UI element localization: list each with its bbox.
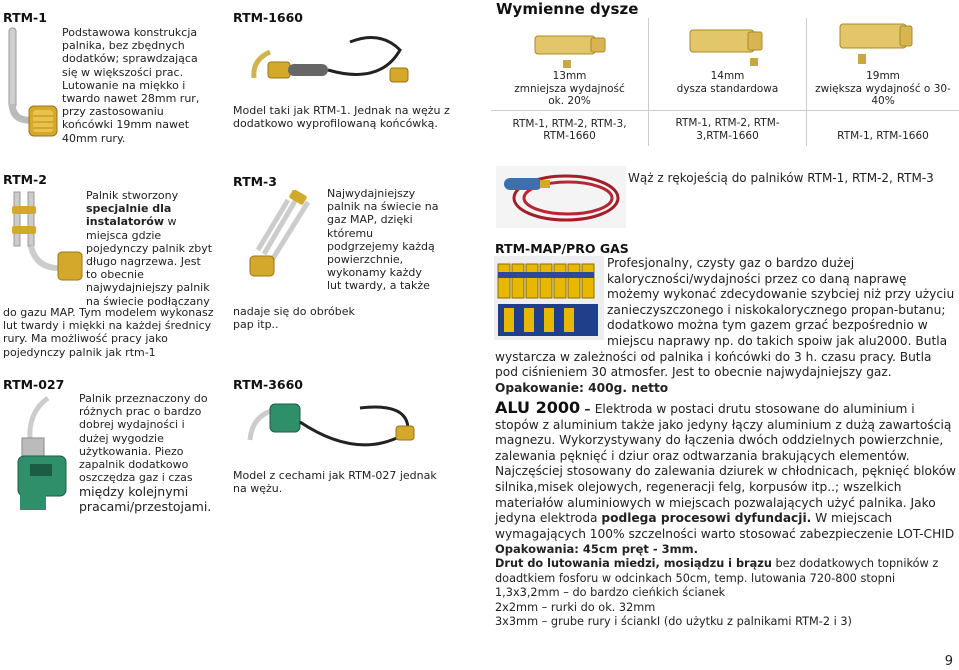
rtm1-title: RTM-1 (3, 10, 47, 25)
rtm2-desc-c: w miejsca gdzie pojedynczy palnik zbyt długo nagrzewa. Jest to obecnie najwydajniejszy palnik na świecie podłączany (86, 215, 213, 308)
alu2000-desc-bold: podlega procesowi dyfundacji. (601, 511, 812, 526)
rtm027-torch-image (8, 392, 78, 512)
alu2000-title: ALU 2000 (495, 398, 581, 417)
rtm1-description: Podstawowa konstrukcja palnika, bez zbędnych dodatków; sprawdzająca się w większości prac. Lutowanie na miękko i twardo nawet 28mm rur, przy zastosowaniu końcówki 19mm nawet 40mm rury. (62, 26, 200, 145)
rtm2-description-top (86, 189, 214, 308)
nozzle-14mm-image (688, 24, 768, 70)
nozzle-13mm-models: RTM-1, RTM-2, RTM-3, RTM-1660 (512, 117, 627, 142)
rtm027-description: Palnik przeznaczony do różnych prac o bardzo dobrej wydajności i dużej wygodzie użytkowania. Piezo zapalnik dodatkowo oszczędza gaz i czas (79, 392, 208, 485)
nozzle-13mm-image (533, 28, 613, 70)
nozzle-19mm-image (838, 20, 918, 68)
nozzle-14mm-models: RTM-1, RTM-2, RTM-3,RTM-1660 (675, 117, 780, 142)
solder-block (495, 557, 950, 630)
hose-description: Wąż z rękojeścią do palników RTM-1, RTM-2, RTM-3 (628, 171, 934, 185)
rtm027-description-wrap (79, 392, 211, 514)
nozzle-14mm-cell (649, 70, 806, 142)
rtm2-description-bottom: do gazu MAP. Tym modelem wykonasz lut twardy i miękki na każdej średnicy rury. Ma możliwość pracy jako pojedynczy palnik jak rtm-1 (3, 306, 214, 359)
solder-title: Drut do lutowania miedzi, mosiądzu i brązu (495, 557, 772, 570)
rtm2-desc-a: Palnik stworzony (86, 189, 179, 202)
map-gas-packaging: Opakowanie: 400g. netto (495, 380, 669, 395)
map-gas-float-spacer (495, 256, 607, 342)
nozzle-19mm-cell (807, 70, 959, 142)
map-gas-description-wrap (495, 256, 957, 396)
nozzle-13mm-size: 13mm (552, 70, 587, 82)
rtm2-title: RTM-2 (3, 172, 47, 187)
nozzle-19mm-models: RTM-1, RTM-1660 (837, 129, 929, 142)
nozzle-14mm-size: 14mm (710, 70, 745, 82)
solder-line-3: 3x3mm – grube rury i ściankI (do użytku z palnikami RTM-2 i 3) (495, 615, 852, 628)
rtm027-description-large: między kolejnymi pracami/przestojami. (79, 484, 212, 515)
nozzle-14mm-note: dysza standardowa (676, 82, 779, 95)
rtm2-desc-b: specjalnie dla instalatorów (86, 202, 172, 229)
nozzles-title: Wymienne dysze (496, 0, 639, 18)
alu2000-desc-a: Elektroda w postaci drutu stosowane do aluminium i stopów z aluminium także jako jedyny łączy aluminium z dużą zawartością magnezu. Wykorzystywany do łączenia dwóch oddzielnych powierzchnie, zalewania pęknięć i dziur oraz odtwarzania brakujących elementów. Najczęściej stosowany do zalewania dziurek w chłodnicach, pęknięć bloków silnika,misek olejowych, regeneracji felg, korpusów itp..; wszelkich materiałów aluminiowych w miejscach pozwalających użyć palnika. Jako jedyna elektroda (495, 402, 956, 526)
nozzle-13mm-cell (491, 70, 648, 143)
alu2000-dash: – (580, 402, 595, 416)
rtm1660-title: RTM-1660 (233, 10, 304, 25)
alu2000-packaging: Opakowania: 45cm pręt - 3mm. (495, 542, 699, 557)
solder-line-2: 2x2mm – rurki do ok. 32mm (495, 600, 656, 614)
map-gas-title: RTM-MAP/PRO GAS (495, 241, 629, 256)
rtm3660-description: Model z cechami jak RTM-027 jednak na wężu. (233, 469, 437, 496)
rtm3660-title: RTM-3660 (233, 377, 304, 392)
nozzle-19mm-note: zwiększa wydajność o 30-40% (815, 82, 951, 107)
rtm3660-torch-image (240, 392, 430, 466)
nozzle-19mm-size: 19mm (866, 70, 900, 82)
hose-image (496, 166, 626, 228)
solder-line-1: 1,3x3,2mm – do bardzo cieńkich ścianek (495, 586, 726, 599)
rtm2-torch-image (6, 186, 86, 286)
rtm3-torch-image (238, 190, 318, 282)
rtm1660-description: Model taki jak RTM-1. Jednak na wężu z dodatkowo wyprofilowaną końcówką. (233, 104, 450, 131)
rtm3-description-bottom: nadaje się do obróbek pap itp.. (233, 305, 355, 332)
alu2000-block (495, 400, 957, 558)
rtm027-title: RTM-027 (3, 377, 65, 392)
nozzle-13mm-note: zmniejsza wydajność ok. 20% (514, 82, 625, 107)
rtm3-description-top: Najwydajniejszy palnik na świecie na gaz MAP, dzięki któremu podgrzejemy każdą powierzchnie, wykonamy każdy lut twardy, a także (327, 187, 439, 293)
page-number: 9 (944, 654, 953, 669)
map-gas-description: Profesjonalny, czysty gaz o bardzo dużej kaloryczności/wydajności przez co daną naprawę możemy wykonać zdecydowanie szybciej niż przy użyciu zanieczyszczonego i niskokalorycznego propan-butanu; dodatkowo można tym gazem grzać bezpośrednio w miejscu naprawy np. do takich spoiw jak alu2000. Butla wystarcza w zależności od palnika i końcówki do 3 h. czasu pracy. Butla pod ciśnieniem 30 atmosfer. Jest to obecnie najwydajniejszy gaz. (495, 256, 955, 380)
solder-description: bez dodatkowych topników z doadtkiem fosforu w odcinkach 50cm, temp. lutowania 720-800 stopni (495, 557, 939, 585)
rtm1660-torch-image (240, 30, 420, 100)
rtm3-title: RTM-3 (233, 174, 277, 189)
alu2000-desc-b: W miejscach wymagających 100% szczelności warto stosować zabezpieczenie LOT-CHID (495, 511, 955, 541)
rtm1-torch-image (3, 24, 61, 144)
